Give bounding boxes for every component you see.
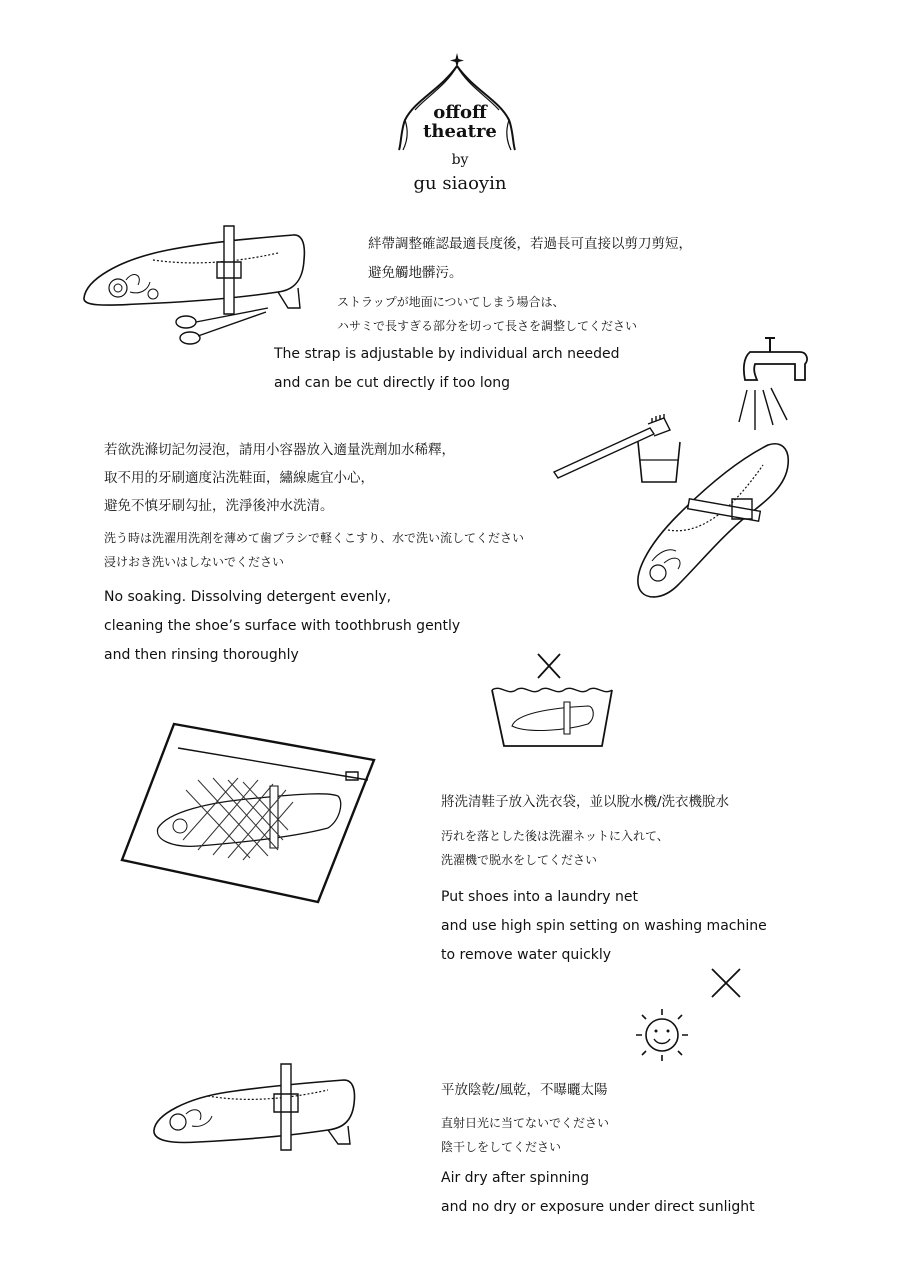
s2-zh-line-3: 避免不慎牙刷勾扯，洗淨後沖水洗清。 (104, 498, 334, 514)
s1-ja-line-2: ハサミで長すぎる部分を切って長さを調整してください (337, 319, 638, 333)
laundry-net-bag-illustration (118, 720, 383, 905)
s3-ja-line-1: 汚れを落とした後は洗濯ネットに入れて、 (441, 829, 669, 843)
byline-by: by (451, 152, 469, 168)
s4-en-line-2: and no dry or exposure under direct sunlight (441, 1199, 755, 1215)
s3-zh-line-1: 將洗清鞋子放入洗衣袋，並以脫水機/洗衣機脫水 (441, 794, 730, 810)
author-name: gu siaoyin (413, 173, 507, 194)
s2-ja-line-1: 洗う時は洗濯用洗剤を薄めて歯ブラシで軽くこすり、水で洗い流してください (104, 531, 525, 545)
s1-zh-line-2: 避免觸地髒污。 (368, 265, 463, 281)
s3-ja-line-2: 洗濯機で脱水をしてください (441, 853, 598, 867)
s1-en-line-1: The strap is adjustable by individual arch needed (274, 346, 620, 362)
sun-icon (630, 1005, 694, 1065)
faucet-icon (735, 330, 825, 440)
s1-en-line-2: and can be cut directly if too long (274, 375, 511, 391)
shoe-strap-scissors-illustration (78, 220, 338, 355)
s2-en-line-3: and then rinsing thoroughly (104, 647, 299, 663)
s2-zh-line-1: 若欲洗滌切記勿浸泡，請用小容器放入適量洗劑加水稀釋， (104, 442, 455, 458)
s3-en-line-3: to remove water quickly (441, 947, 612, 963)
s1-ja-line-1: ストラップが地面についてしまう場合は、 (337, 295, 565, 309)
logo-line-1: offoff (433, 102, 487, 123)
s4-ja-line-2: 陰干しをしてください (441, 1140, 562, 1154)
logo-line-2: theatre (423, 121, 497, 142)
s4-en-line-1: Air dry after spinning (441, 1170, 590, 1186)
s2-en-line-2: cleaning the shoe’s surface with toothbrush gently (104, 618, 461, 634)
no-sun-cross-icon (708, 965, 744, 1001)
s2-zh-line-2: 取不用的牙刷適度沾洗鞋面，繡線處宜小心， (104, 470, 374, 486)
shoe-washing-illustration (628, 435, 798, 610)
s1-zh-line-1: 絆帶調整確認最適長度後，若過長可直接以剪刀剪短， (368, 236, 692, 252)
shoe-flat-dry-illustration (148, 1060, 358, 1170)
no-soaking-basin-illustration (488, 650, 618, 750)
s3-en-line-2: and use high spin setting on washing machine (441, 918, 767, 934)
s4-zh-line-1: 平放陰乾/風乾，不曝曬太陽 (441, 1082, 608, 1098)
s4-ja-line-1: 直射日光に当てないでください (441, 1116, 610, 1130)
s3-en-line-1: Put shoes into a laundry net (441, 889, 638, 905)
s2-ja-line-2: 浸けおき洗いはしないでください (104, 555, 285, 569)
s2-en-line-1: No soaking. Dissolving detergent evenly, (104, 589, 392, 605)
